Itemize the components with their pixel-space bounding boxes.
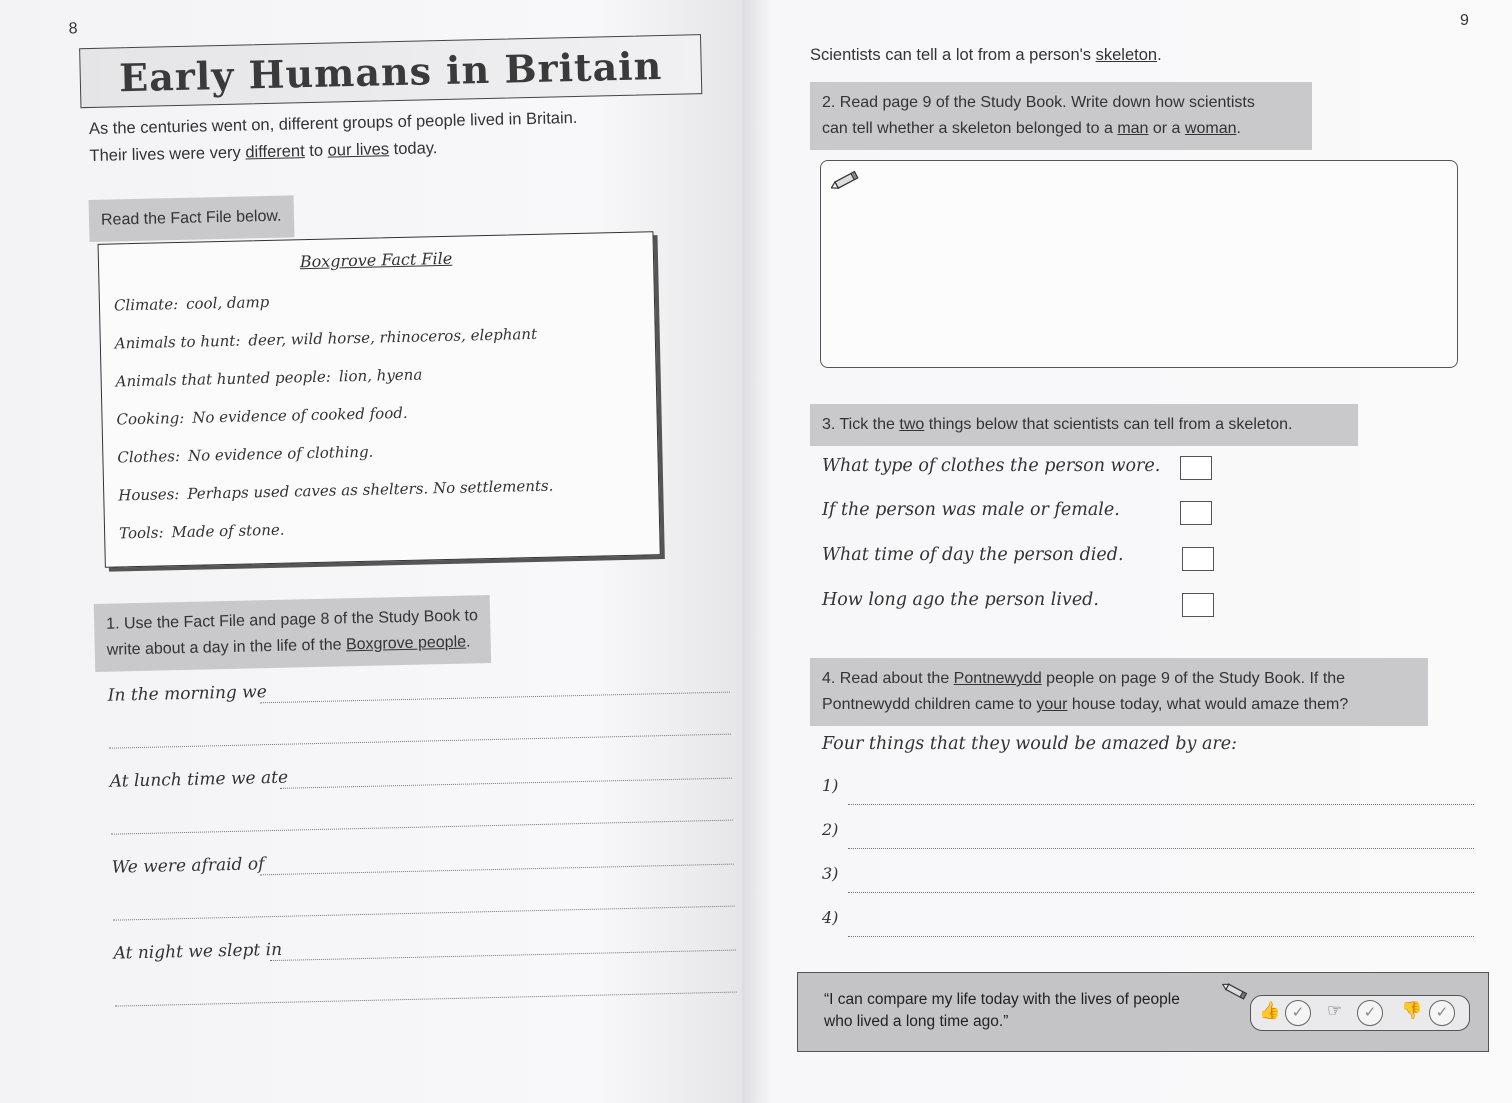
question-text-part: write about a day in the life of the <box>106 636 347 659</box>
intro-line-1: As the centuries went on, different groups of people lived in Britain. <box>88 108 578 139</box>
answer-line[interactable] <box>115 992 737 1007</box>
page-title: Early Humans in Britain <box>118 42 663 100</box>
rating-circle-good[interactable]: ✓ <box>1285 1000 1311 1026</box>
prompt-afraid: We were afraid of <box>111 854 265 878</box>
fact-label: Cooking: <box>116 408 185 429</box>
fact-row <box>117 443 373 467</box>
question-text-part: house today, what would amaze them? <box>1067 696 1349 713</box>
answer-box[interactable] <box>820 160 1458 368</box>
intro-underlined: different <box>245 142 305 162</box>
intro-text-part: Their lives were very <box>89 143 246 166</box>
intro-text-part: Scientists can tell a lot from a person's <box>810 46 1096 64</box>
question-1-line-1: 1. Use the Fact File and page 8 of the Study Book to <box>105 607 479 633</box>
intro-text-part: . <box>1157 46 1162 64</box>
question-text-part: or a <box>1148 120 1185 137</box>
question-text-part: people on page 9 of the Study Book. If the <box>1041 670 1346 687</box>
answer-line[interactable] <box>848 848 1474 849</box>
tick-box[interactable] <box>1182 593 1214 617</box>
left-page <box>0 0 742 1103</box>
fact-row <box>118 477 554 505</box>
rating-strip <box>1250 995 1470 1031</box>
option-time-of-death: What time of day the person died. <box>822 545 1124 565</box>
answer-line[interactable] <box>113 906 735 921</box>
fact-value: deer, wild horse, rhinoceros, elephant <box>248 324 538 350</box>
answer-line[interactable] <box>848 804 1474 805</box>
fact-value: Made of stone. <box>171 520 285 542</box>
fact-value: cool, damp <box>185 292 270 313</box>
question-underlined: Pontnewydd <box>953 670 1042 687</box>
right-page <box>742 0 1512 1103</box>
answer-line[interactable] <box>848 892 1474 893</box>
fact-value: No evidence of cooked food. <box>192 403 408 427</box>
self-assessment-box <box>797 972 1489 1052</box>
fact-label: Animals that hunted people: <box>115 367 332 391</box>
pencil-icon <box>831 169 863 194</box>
thumbs-sideways-icon: ☞ <box>1327 1001 1343 1020</box>
tick-box[interactable] <box>1180 456 1212 480</box>
question-text-part: 4. Read about the <box>822 670 954 687</box>
answer-line[interactable] <box>280 778 732 789</box>
answer-number: 3) <box>822 864 839 883</box>
question-3-band <box>810 404 1358 446</box>
self-assessment-statement <box>824 989 1180 1033</box>
pencil-icon <box>1222 983 1252 1006</box>
answer-line[interactable] <box>848 936 1474 937</box>
question-2-band <box>810 82 1312 150</box>
intro-underlined: skeleton <box>1095 46 1158 64</box>
answer-number: 1) <box>822 776 839 795</box>
title-banner <box>79 34 702 108</box>
intro-text-part: today. <box>388 139 438 159</box>
thumbs-up-icon: 👍 <box>1259 1001 1281 1020</box>
tick-box[interactable] <box>1182 547 1214 571</box>
statement-line-2: who lived a long time ago.” <box>824 1013 1009 1030</box>
instruction-text: Read the Fact File below. <box>100 207 282 229</box>
fact-label: Houses: <box>118 485 180 505</box>
option-how-long-ago: How long ago the person lived. <box>822 590 1099 610</box>
fact-row <box>119 521 285 543</box>
fact-file-box <box>98 231 661 568</box>
fact-value: Perhaps used caves as shelters. No settlements. <box>187 476 554 503</box>
intro-text-part: to <box>304 141 328 161</box>
fact-label: Climate: <box>113 295 179 315</box>
question-text-part: can tell whether a skeleton belonged to a <box>822 120 1118 137</box>
fact-row <box>115 325 538 353</box>
fact-row <box>115 366 422 391</box>
question-4-line-2 <box>822 692 1416 718</box>
left-page-content <box>0 0 742 1103</box>
question-underlined: two <box>899 416 925 433</box>
question-text-part: Pontnewydd children came to <box>822 696 1037 713</box>
skeleton-intro <box>810 46 1162 65</box>
question-text-part: 3. Tick the <box>822 416 900 433</box>
option-clothes: What type of clothes the person wore. <box>822 456 1161 476</box>
fact-value: No evidence of clothing. <box>187 442 374 465</box>
question-underlined: woman <box>1184 120 1237 137</box>
question-text-part: . <box>1236 120 1241 137</box>
question-2-line-2 <box>822 116 1300 142</box>
answer-number: 2) <box>822 820 839 839</box>
question-4-line-1 <box>822 666 1416 692</box>
question-underlined: Boxgrove people <box>345 633 467 654</box>
fact-label: Tools: <box>118 523 164 543</box>
fact-file-title: Boxgrove Fact File <box>299 248 453 272</box>
question-text-part: . <box>465 633 471 651</box>
question-underlined: man <box>1117 120 1149 137</box>
tick-box[interactable] <box>1180 501 1212 525</box>
intro-underlined: our lives <box>327 140 390 160</box>
question-1-band <box>94 595 491 672</box>
answer-line[interactable] <box>109 734 731 749</box>
answer-line[interactable] <box>111 820 733 835</box>
four-things-prompt: Four things that they would be amazed by are: <box>822 734 1238 754</box>
prompt-night: At night we slept in <box>113 939 283 964</box>
instruction-band <box>89 195 294 242</box>
fact-row <box>116 404 407 429</box>
option-sex: If the person was male or female. <box>822 500 1120 520</box>
answer-line[interactable] <box>260 864 734 876</box>
page-number-left: 8 <box>68 20 78 38</box>
question-2-line-1: 2. Read page 9 of the Study Book. Write down how scientists <box>822 94 1255 111</box>
prompt-lunch: At lunch time we ate <box>109 767 289 792</box>
question-4-band <box>810 658 1428 726</box>
prompt-morning: In the morning we <box>107 682 268 706</box>
question-text-part: things below that scientists can tell from a skeleton. <box>924 416 1293 433</box>
fact-value: lion, hyena <box>338 365 423 386</box>
intro-text <box>89 105 579 170</box>
rating-circle-ok[interactable]: ✓ <box>1357 1000 1383 1026</box>
answer-line[interactable] <box>260 692 730 704</box>
fact-label: Clothes: <box>117 447 181 467</box>
rating-circle-needs-work[interactable]: ✓ <box>1429 1000 1455 1026</box>
page-number-right: 9 <box>1460 12 1469 29</box>
thumbs-down-icon: 👎 <box>1401 1001 1423 1020</box>
fact-label: Animals to hunt: <box>114 331 241 353</box>
statement-line-1: “I can compare my life today with the lives of people <box>824 991 1180 1008</box>
question-underlined: your <box>1036 696 1068 713</box>
fact-row <box>114 293 270 315</box>
answer-number: 4) <box>822 908 839 927</box>
answer-line[interactable] <box>270 950 736 962</box>
